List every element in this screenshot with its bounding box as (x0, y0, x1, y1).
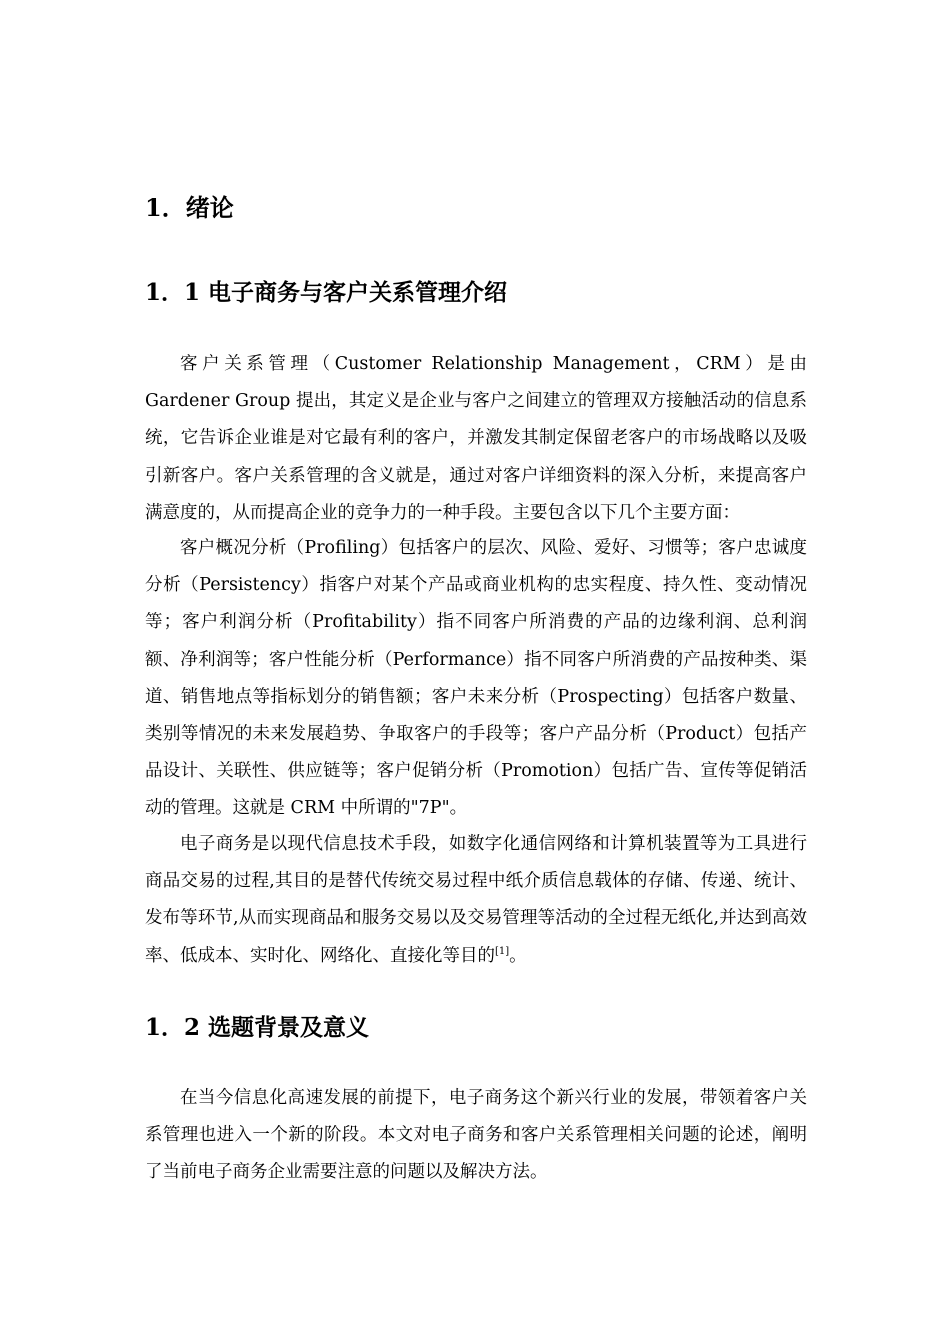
paragraph-ecommerce-definition (145, 826, 807, 975)
paragraph-crm-definition: 客户关系管理（Customer Relationship Management，CRM）是由 Gardener Group 提出，其定义是企业与客户之间建立的管理双方接触活动的信息系统，它告诉企业谁是对它最有利的客户，并激发其制定保留老客户的市场战略以及吸引新客户。客户关系管理的含义就是，通过对客户详细资料的深入分析，来提高客户满意度的，从而提高企业的竞争力的一种手段。主要包含以下几个主要方面： (145, 354, 807, 523)
paragraph-crm-7p: 客户概况分析（Profiling）包括客户的层次、风险、爱好、习惯等；客户忠诚度分析（Persistency）指客户对某个产品或商业机构的忠实程度、持久性、变动情况等；客户利润分析（Profitability）指不同客户所消费的产品的边缘利润、总利润额、净利润等；客户性能分析（Performance）指不同客户所消费的产品按种类、渠道、销售地点等指标划分的销售额；客户未来分析（Prospecting）包括客户数量、类别等情况的未来发展趋势、争取客户的手段等；客户产品分析（Product）包括产品设计、关联性、供应链等；客户促销分析（Promotion）包括广告、宣传等促销活动的管理。这就是 CRM 中所谓的"7P"。 (145, 538, 807, 819)
paragraph-ecommerce-text: 电子商务是以现代信息技术手段，如数字化通信网络和计算机装置等为工具进行商品交易的过程,其目的是替代传统交易过程中纸介质信息载体的存储、传递、统计、发布等环节,从而实现商品和服务交易以及交易管理等活动的全过程无纸化,并达到高效率、低成本、实时化、网络化、直接化等目的 (145, 834, 807, 966)
paragraph-ecommerce-end: 。 (509, 945, 527, 966)
citation-reference: [1] (495, 945, 510, 957)
chapter-title: 1．绪论 (145, 193, 234, 222)
section-title-background: 1．2 选题背景及意义 (145, 1014, 370, 1041)
paragraph-background: 在当今信息化高速发展的前提下，电子商务这个新兴行业的发展，带领着客户关系管理也进入一个新的阶段。本文对电子商务和客户关系管理相关问题的论述，阐明了当前电子商务企业需要注意的问题以及解决方法。 (145, 1088, 807, 1183)
section-title-intro: 1．1 电子商务与客户关系管理介绍 (145, 279, 508, 306)
